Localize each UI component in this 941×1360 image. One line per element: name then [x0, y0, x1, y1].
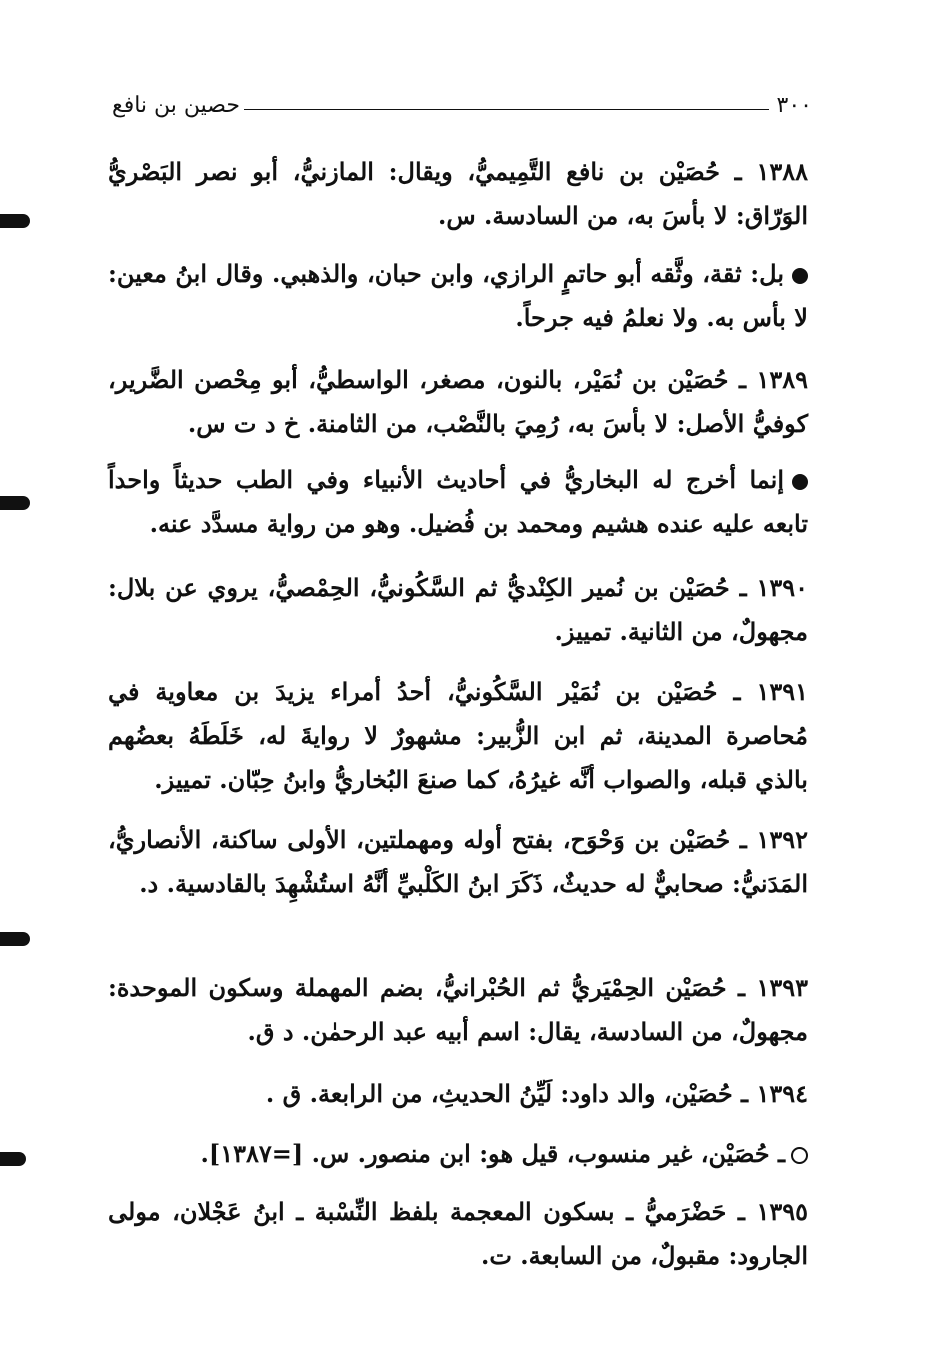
entry-unnumbered	[108, 1132, 808, 1176]
entry-1391	[108, 670, 808, 802]
entry-text: إنما أخرج له البخاريُّ في أحاديث الأنبياء وفي الطب حديثاً واحداً تابعه عليه عنده هشيم ومحمد بن فُضيل. وهو من رواية مسدَّد عنه.	[108, 465, 808, 538]
entry-text: ١٣٩٣ ـ حُصَيْن الحِمْيَريُّ ثم الحُبْرانيُّ، بضم المهملة وسكون الموحدة: مجهولٌ، من السادسة، يقال: اسم أبيه عبد الرحمٰن. د ق.	[108, 973, 808, 1046]
entry-text: ١٣٩٢ ـ حُصَيْن بن وَحْوَح، بفتح أوله ومهملتين، الأولى ساكنة، الأنصاريُّ، المَدَنيُّ: صحابيٌّ له حديثٌ، ذَكَرَ ابنُ الكَلْبيِّ أنَّهُ استُشْهِدَ بالقادسية. د.	[108, 825, 808, 898]
page-number: ٣٠٠	[776, 93, 812, 118]
entry-text: بل: ثقة، وثَّقه أبو حاتمٍ الرازي، وابن حبان، والذهبي. وقال ابنُ معين: لا بأس به. ولا نعلمُ فيه جرحاً.	[108, 259, 808, 332]
entry-1393	[108, 966, 808, 1054]
entry-1390	[108, 566, 808, 654]
bullet-icon	[792, 474, 808, 490]
entry-1395	[108, 1190, 808, 1278]
entry-1388	[108, 150, 808, 238]
entry-text: ١٣٨٨ ـ حُصَيْن بن نافع التَّمِيميُّ، ويقال: المازنيُّ، أبو نصر البَصْريُّ الوَرّاق: لا بأسَ به، من السادسة. س.	[108, 157, 808, 230]
running-title: حصين بن نافع	[112, 93, 240, 118]
entry-text: ١٣٩٠ ـ حُصَيْن بن نُمير الكِنْديُّ ثم السَّكُونيُّ، الحِمْصيُّ، يروي عن بلال: مجهولٌ، من الثانية. تمييز.	[108, 573, 808, 646]
entry-text: ١٣٩٤ ـ حُصَيْن، والد داود: لَيِّنُ الحديثِ، من الرابعة. ق .	[265, 1079, 808, 1108]
circle-icon	[791, 1147, 808, 1164]
margin-mark	[0, 1152, 26, 1166]
entry-text: ١٣٨٩ ـ حُصَيْن بن نُمَيْر، بالنون، مصغر، الواسطيُّ، أبو مِحْصن الضَّرير، كوفيُّ الأصل: لا بأسَ به، رُمِيَ بالنَّصْب، من الثامنة. خ د ت س.	[108, 365, 808, 438]
margin-mark	[0, 214, 30, 228]
header-rule	[244, 109, 769, 110]
bullet-icon	[792, 268, 808, 284]
entry-text: ١٣٩٥ ـ حَضْرَميُّ ـ بسكون المعجمة بلفظ النِّسْبة ـ ابنُ عَجْلان، مولى الجارود: مقبولٌ، من السابعة. ت.	[108, 1197, 808, 1270]
entry-1394	[108, 1072, 808, 1116]
page-header	[112, 84, 812, 118]
margin-mark	[0, 932, 30, 946]
entry-text: ١٣٩١ ـ حُصَيْن بن نُمَيْر السَّكُونيُّ، أحدُ أمراء يزيدَ بن معاوية في مُحاصرة المدينة، ثم ابن الزُّبير: مشهورٌ لا روايةَ له، خَلَطَهُ بعضُهم بالذي قبله، والصواب أنَّه غيرُهُ، كما صنعَ البُخاريُّ وابنُ حِبّان. تمييز.	[108, 677, 808, 794]
note-1389	[108, 458, 808, 546]
entry-1392	[108, 818, 808, 906]
margin-mark	[0, 496, 30, 510]
entry-text: ـ حُصَيْن، غير منسوب، قيل هو: ابن منصور. س. [=١٣٨٧].	[200, 1139, 785, 1168]
entry-1389	[108, 358, 808, 446]
note-1388	[108, 252, 808, 340]
